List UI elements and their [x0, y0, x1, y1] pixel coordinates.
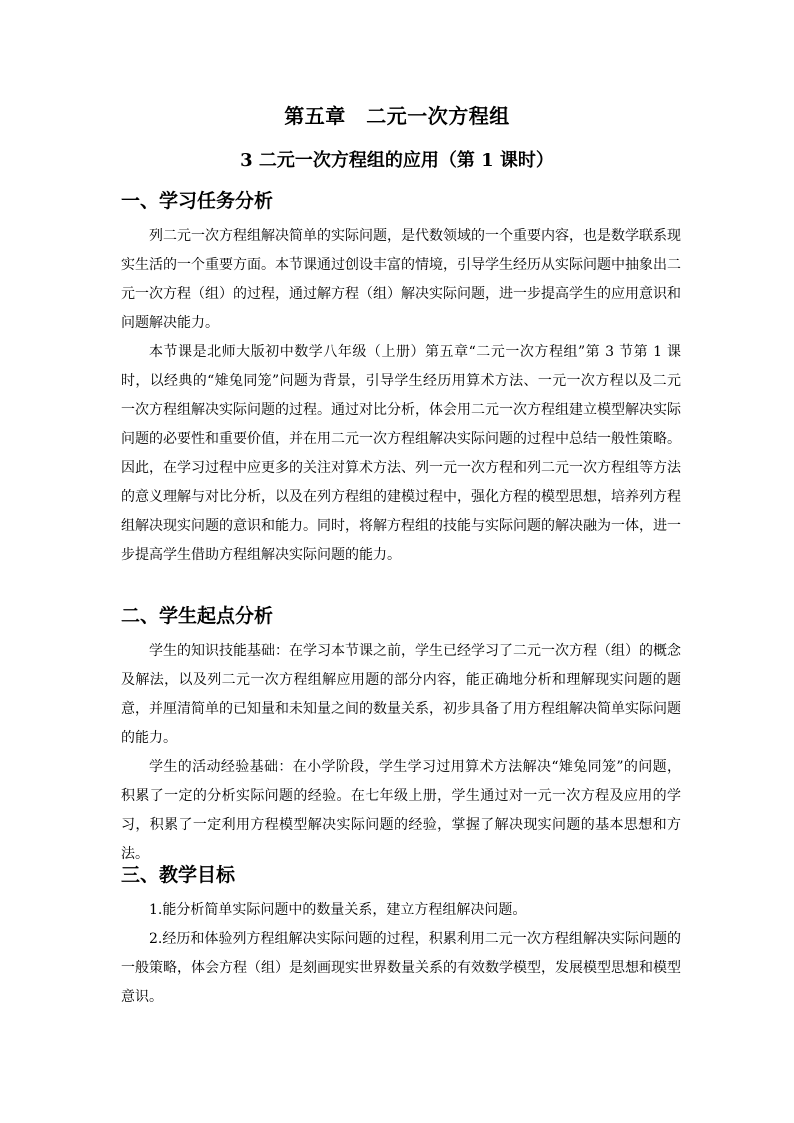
section-heading: 三、教学目标 — [121, 864, 236, 886]
paragraph: 本节课是北师大版初中数学八年级（上册）第五章“二元一次方程组”第 3 节第 1 课时，以经典的“雉兔同笼”问题为背景，引导学生经历用算术方法、一元一次方程以及二元一次方程组解决实际问题的过程。通过对比分析，体会用二元一次方程组建立模型解决实际问题的必要性和重要价值，并在用二元一次方程组解决实际问题的过程中总结一般性策略。因此，在学习过程中应更多的关注对算术方法、列一元一次方程和列二元一次方程组等方法的意义理解与对比分析，以及在列方程组的建模过程中，强化方程的模型思想，培养列方程组解决现实问题的意识和能力。同时，将解方程组的技能与实际问题的解决融为一体，进一步提高学生借助方程组解决实际问题的能力。 — [121, 344, 681, 563]
paragraph: 学生的活动经验基础：在小学阶段，学生学习过用算术方法解决“雉兔同笼”的问题，积累了一定的分析实际问题的经验。在七年级上册，学生通过对一元一次方程及应用的学习，积累了一定利用方程模型解决实际问题的经验，掌握了解决现实问题的基本思想和方法。 — [121, 759, 681, 862]
paragraph: 学生的知识技能基础：在学习本节课之前，学生已经学习了二元一次方程（组）的概念及解法，以及列二元一次方程组解应用题的部分内容，能正确地分析和理解现实问题的题意，并厘清简单的已知量和未知量之间的数量关系，初步具备了用方程组解决简单实际问题的能力。 — [121, 643, 681, 746]
goal-item: 1.能分析简单实际问题中的数量关系，建立方程组解决问题。 — [149, 902, 527, 918]
section-teaching-goals — [121, 862, 681, 1012]
paragraph: 列二元一次方程组解决简单的实际问题，是代数领域的一个重要内容，也是数学联系现实生活的一个重要方面。本节课通过创设丰富的情境，引导学生经历从实际问题中抽象出二元一次方程（组）的过程，通过解方程（组）解决实际问题，进一步提高学生的应用意识和问题解决能力。 — [121, 228, 681, 331]
goal-item: 2.经历和体验列方程组解决实际问题的过程，积累利用二元一次方程组解决实际问题的一般策略，体会方程（组）是刻画现实世界数量关系的有效数学模型，发展模型思想和模型意识。 — [121, 931, 681, 1005]
section-task-analysis — [121, 188, 681, 570]
section-student-analysis — [121, 603, 681, 869]
chapter-title: 第五章 二元一次方程组 — [284, 104, 510, 128]
lesson-title: 3 二元一次方程组的应用（第 1 课时） — [240, 150, 554, 171]
section-heading: 一、学习任务分析 — [121, 190, 274, 212]
section-heading: 二、学生起点分析 — [121, 605, 274, 627]
